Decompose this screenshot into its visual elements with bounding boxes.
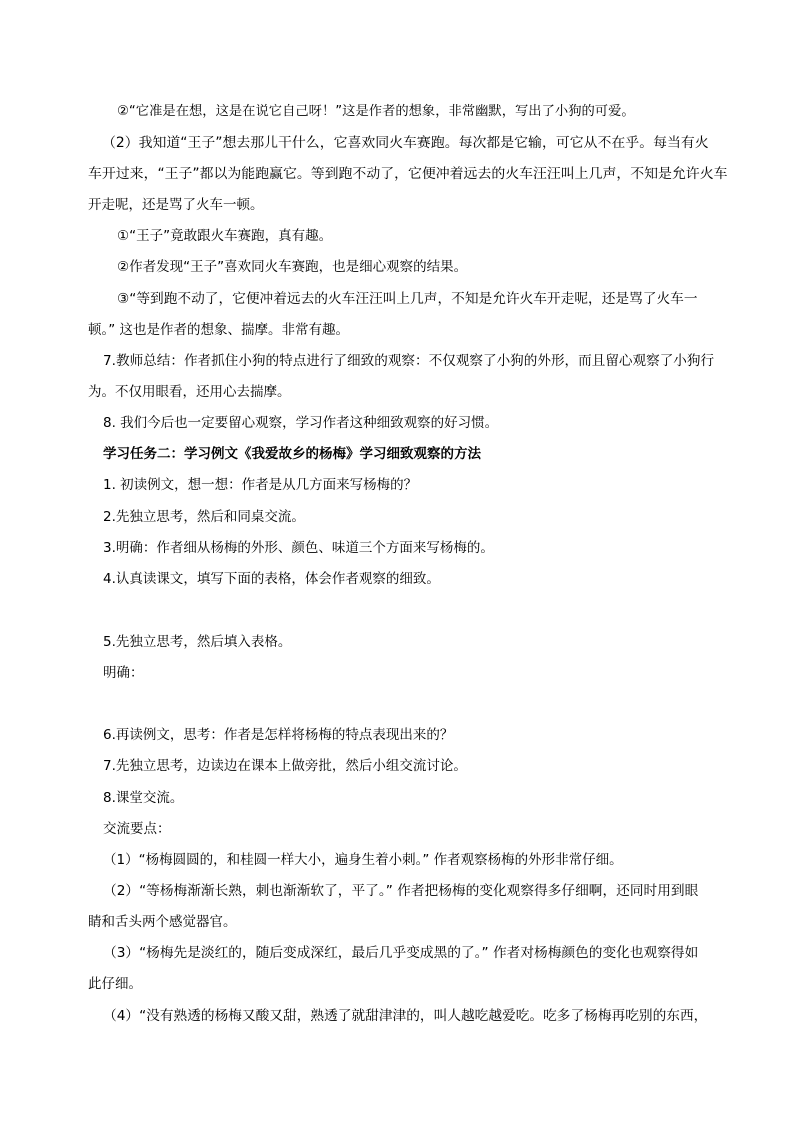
paragraph-line: 2.先独立思考，然后和同桌交流。	[103, 509, 305, 525]
paragraph-line: 1. 初读例文，想一想：作者是从几方面来写杨梅的？	[103, 477, 418, 493]
paragraph-line: 4.认真读课文，填写下面的表格，体会作者观察的细致。	[103, 571, 440, 587]
paragraph-line: 交流要点：	[103, 821, 171, 837]
paragraph-line: （1）“杨梅圆圆的，和桂圆一样大小，遍身生着小刺。” 作者观察杨梅的外形非常仔细。	[103, 852, 623, 868]
paragraph-line: 为。不仅用眼看，还用心去揣摩。	[88, 384, 291, 400]
paragraph-line: （3）“杨梅先是淡红的，随后变成深红，最后几乎变成黑的了。” 作者对杨梅颜色的变化也观察得如	[103, 945, 699, 961]
paragraph-line: 顿。” 这也是作者的想象、揣摩。非常有趣。	[88, 322, 350, 338]
paragraph-line: （4）“没有熟透的杨梅又酸又甜，熟透了就甜津津的，叫人越吃越爱吃。吃多了杨梅再吃别的东西，	[103, 1008, 708, 1024]
paragraph-line: ③“等到跑不动了，它便冲着远去的火车汪汪叫上几声，不知是允许火车开走呢，还是骂了火车一	[117, 291, 698, 307]
paragraph-line: 3.明确：作者细从杨梅的外形、颜色、味道三个方面来写杨梅的。	[103, 540, 494, 556]
paragraph-line: （2）我知道“王子”想去那儿干什么，它喜欢同火车赛跑。每次都是它输，可它从不在乎。每当有火	[102, 135, 709, 151]
paragraph-line: 7.先独立思考，边读边在课本上做旁批，然后小组交流讨论。	[103, 758, 467, 774]
paragraph-line: 7.教师总结：作者抓住小狗的特点进行了细致的观察：不仅观察了小狗的外形，而且留心观察了小狗行	[103, 353, 715, 369]
paragraph-line: 开走呢，还是骂了火车一顿。	[88, 197, 264, 213]
paragraph-line: 睛和舌头两个感觉器官。	[88, 914, 237, 930]
paragraph-line: 8.课堂交流。	[103, 790, 184, 806]
paragraph-line: （2）“等杨梅渐渐长熟，刺也渐渐软了，平了。” 作者把杨梅的变化观察得多仔细啊，还同时用到眼	[103, 883, 699, 899]
paragraph-line: 车开过来，“王子”都以为能跑赢它。等到跑不动了，它便冲着远去的火车汪汪叫上几声，不知是允许火车	[88, 166, 728, 182]
section-heading: 学习任务二：学习例文《我爱故乡的杨梅》学习细致观察的方法	[103, 446, 481, 462]
paragraph-line: 5.先独立思考，然后填入表格。	[103, 634, 292, 650]
paragraph-line: 此仔细。	[88, 976, 142, 992]
paragraph-line: ②“它准是在想，这是在说它自己呀！”这是作者的想象，非常幽默，写出了小狗的可爱。	[117, 104, 635, 119]
paragraph-line: 6.再读例文，思考：作者是怎样将杨梅的特点表现出来的？	[103, 727, 454, 743]
paragraph-line: ①“王子”竟敢跟火车赛跑，真有趣。	[117, 228, 333, 244]
paragraph-line: ②作者发现“王子”喜欢同火车赛跑，也是细心观察的结果。	[117, 259, 468, 275]
paragraph-line: 明确：	[103, 665, 144, 681]
paragraph-line: 8. 我们今后也一定要留心观察，学习作者这种细致观察的好习惯。	[103, 415, 499, 431]
